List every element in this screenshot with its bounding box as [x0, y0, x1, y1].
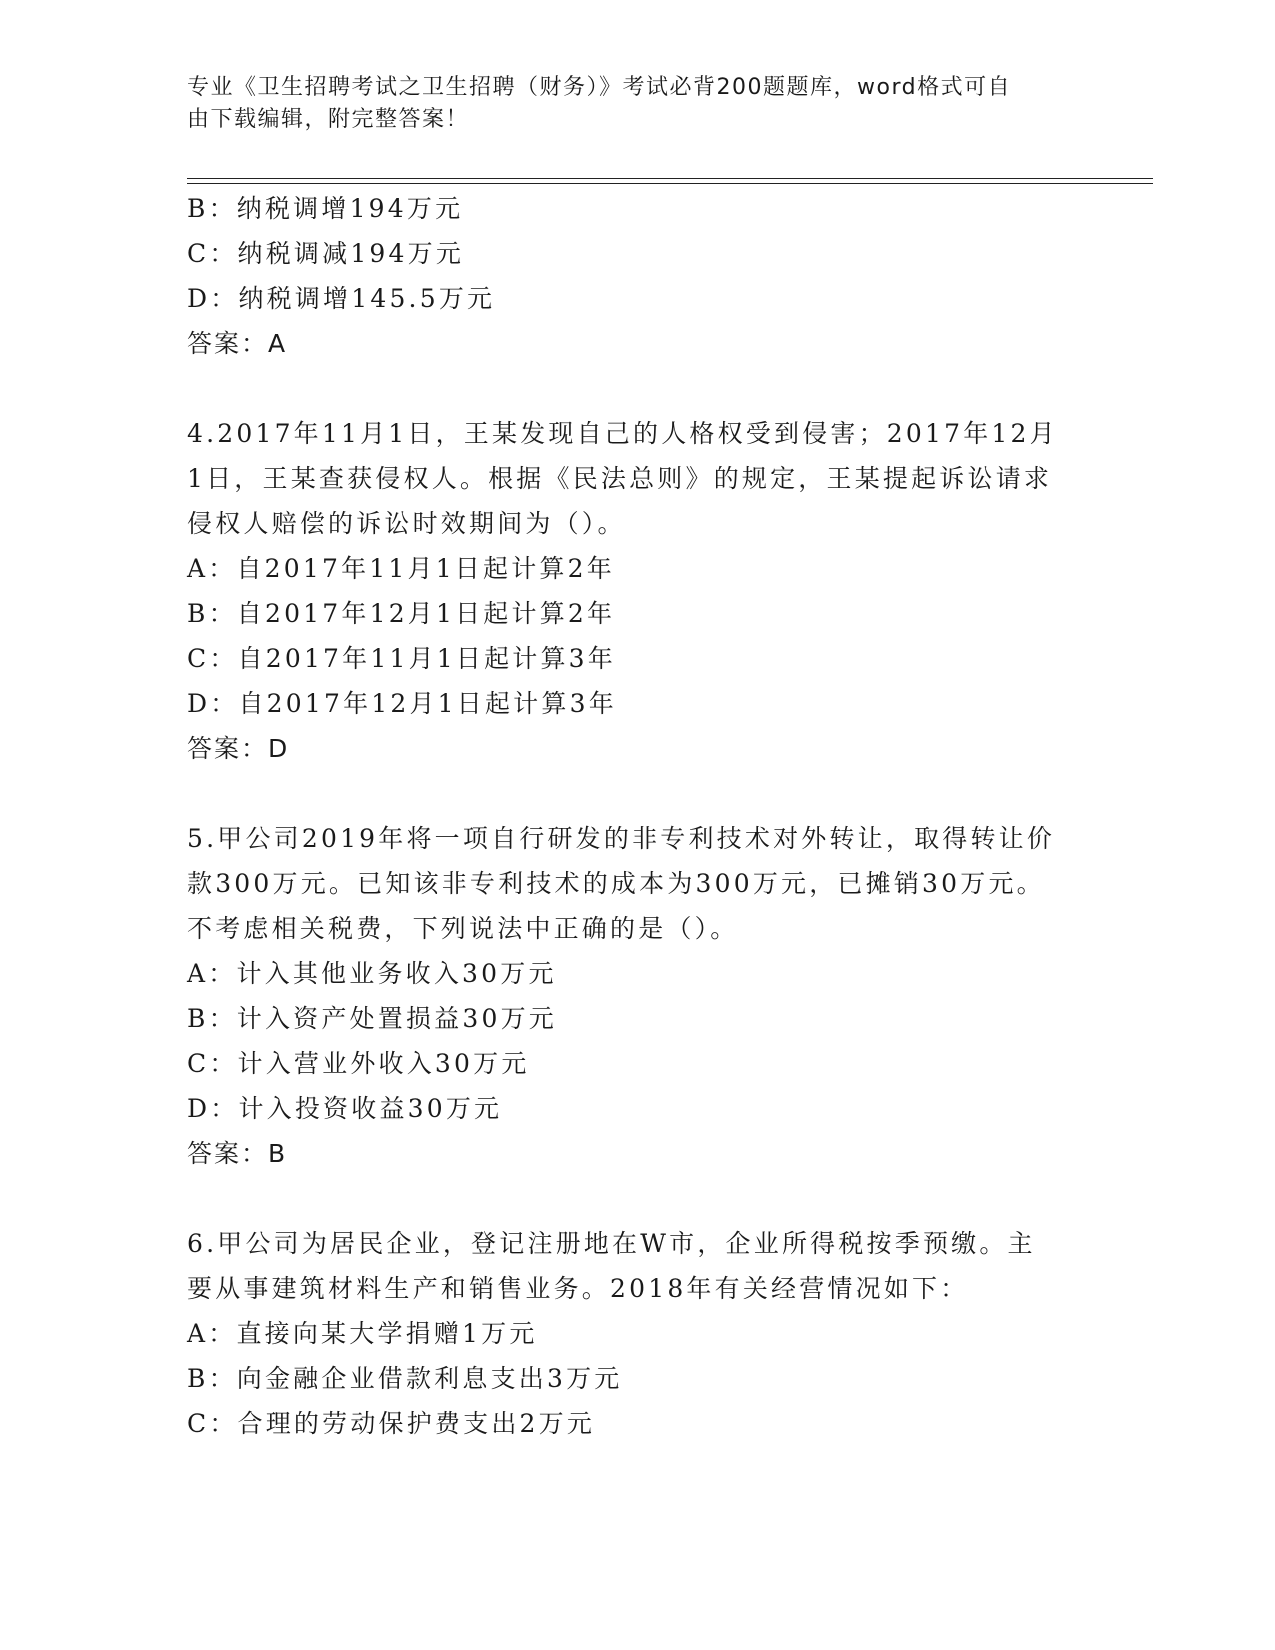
q5-stem-line-1: 5.甲公司2019年将一项自行研发的非专利技术对外转让，取得转让价 — [187, 824, 1056, 853]
q6-option-b: B：向金融企业借款利息支出3万元 — [187, 1364, 623, 1393]
q3-option-b: B：纳税调增194万元 — [187, 194, 464, 223]
q6-stem-line-2: 要从事建筑材料生产和销售业务。2018年有关经营情况如下： — [187, 1274, 969, 1303]
q6-option-a: A：直接向某大学捐赠1万元 — [187, 1319, 538, 1348]
q5-stem-line-2: 款300万元。已知该非专利技术的成本为300万元，已摊销30万元。 — [187, 869, 1045, 898]
q3-answer: 答案：A — [187, 329, 288, 358]
q4-option-c: C：自2017年11月1日起计算3年 — [187, 644, 616, 673]
q6-stem-line-1: 6.甲公司为居民企业，登记注册地在W市，企业所得税按季预缴。主 — [187, 1229, 1036, 1258]
header-divider-bottom — [187, 183, 1153, 184]
q4-option-d: D：自2017年12月1日起计算3年 — [187, 689, 617, 718]
document-header — [187, 72, 1087, 136]
q5-option-d: D：计入投资收益30万元 — [187, 1094, 503, 1123]
q4-stem-line-2: 1日，王某查获侵权人。根据《民法总则》的规定，王某提起诉讼请求 — [187, 464, 1053, 493]
q3-option-d: D：纳税调增145.5万元 — [187, 284, 496, 313]
q5-option-a: A：计入其他业务收入30万元 — [187, 959, 557, 988]
q4-option-b: B：自2017年12月1日起计算2年 — [187, 599, 616, 628]
q4-stem-line-3: 侵权人赔偿的诉讼时效期间为（）。 — [187, 509, 626, 538]
q4-option-a: A：自2017年11月1日起计算2年 — [187, 554, 615, 583]
q5-option-b: B：计入资产处置损益30万元 — [187, 1004, 557, 1033]
header-line-2: 由下载编辑，附完整答案！ — [187, 107, 470, 132]
header-divider-top — [187, 178, 1153, 179]
q3-option-c: C：纳税调减194万元 — [187, 239, 465, 268]
q5-answer: 答案：B — [187, 1139, 288, 1168]
q4-answer: 答案：D — [187, 734, 290, 763]
q4-stem-line-1: 4.2017年11月1日，王某发现自己的人格权受到侵害；2017年12月 — [187, 419, 1058, 448]
q5-option-c: C：计入营业外收入30万元 — [187, 1049, 530, 1078]
header-line-1: 专业《卫生招聘考试之卫生招聘（财务）》考试必背200题题库，word格式可自 — [187, 75, 1012, 100]
q5-stem-line-3: 不考虑相关税费，下列说法中正确的是（）。 — [187, 914, 739, 943]
q6-option-c: C：合理的劳动保护费支出2万元 — [187, 1409, 596, 1438]
